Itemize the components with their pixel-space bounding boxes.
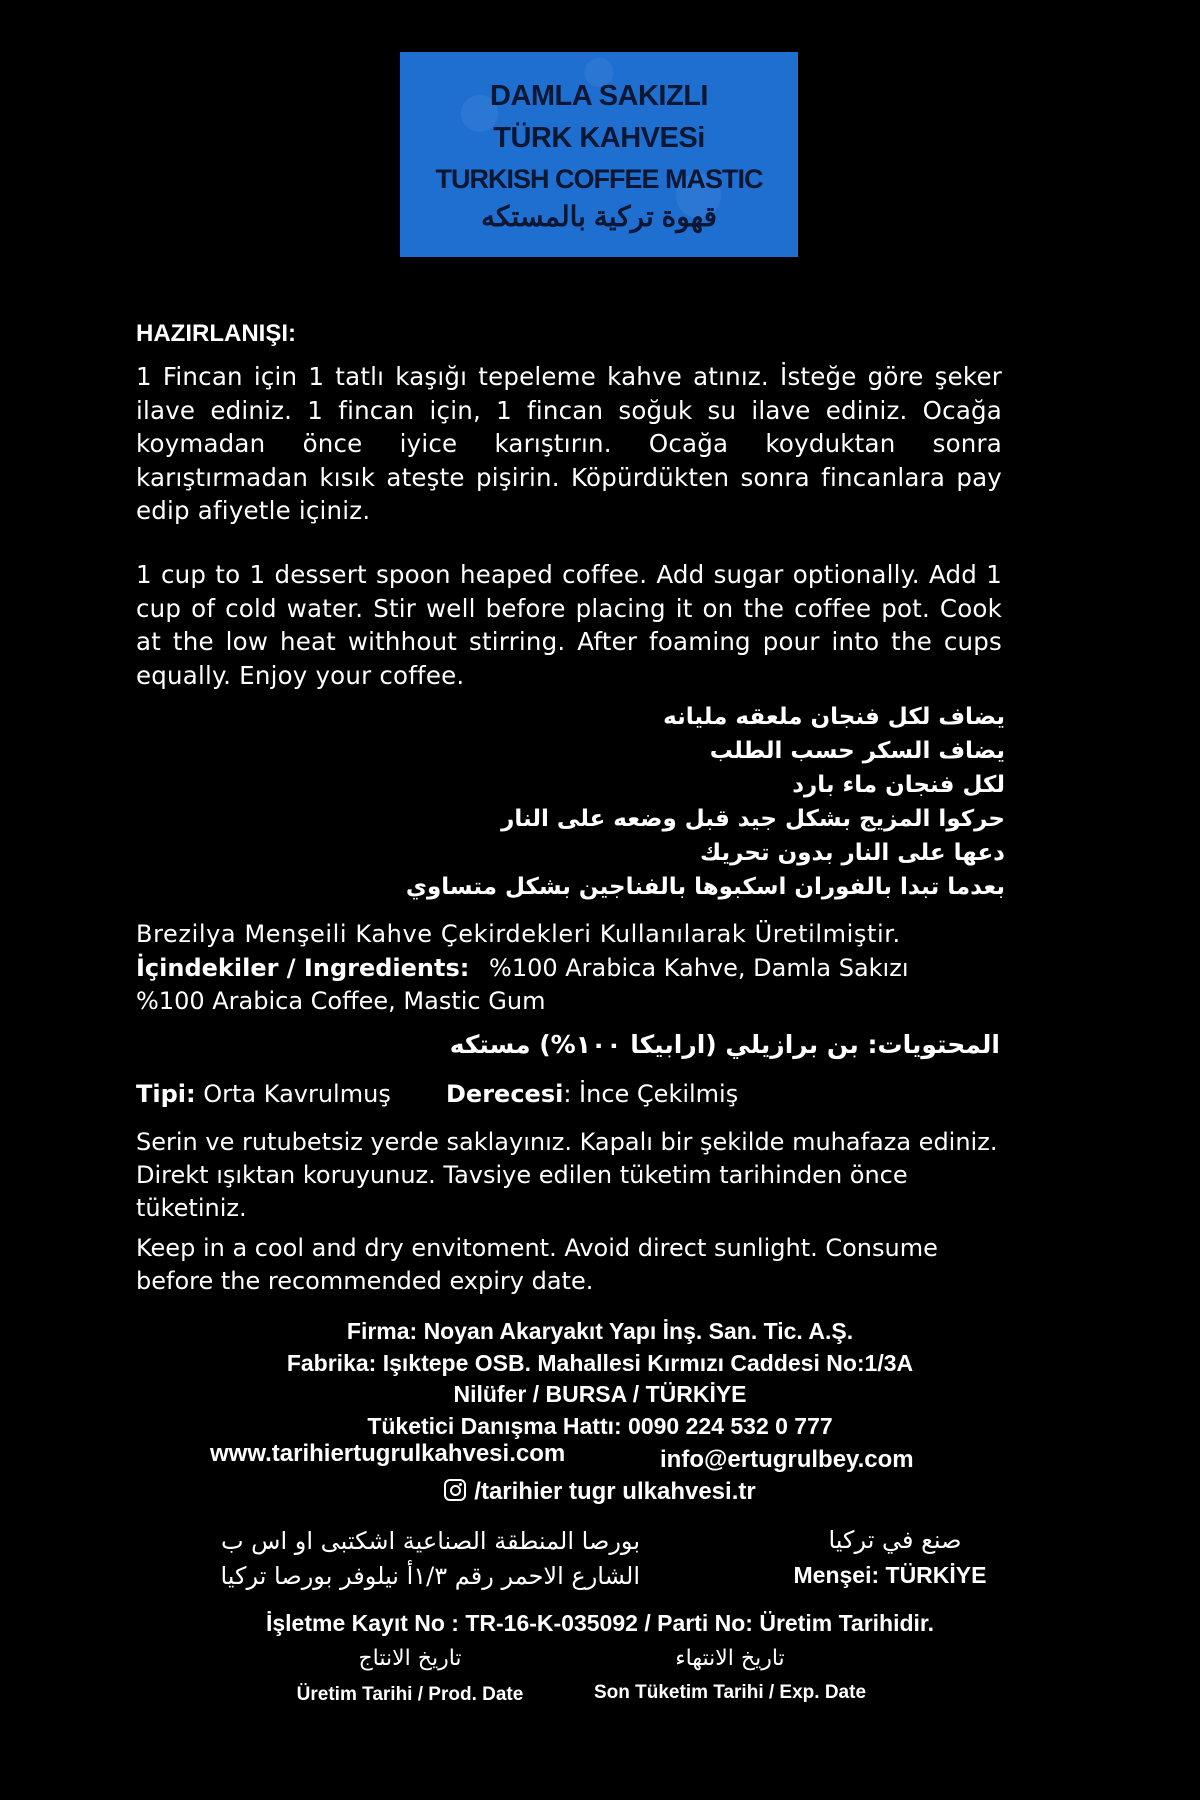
type-label: Tipi:: [136, 1080, 196, 1108]
exp-date-label: Son Tüketim Tarihi / Exp. Date: [593, 1682, 867, 1703]
arabic-line: حركوا المزيج بشكل جيد قبل وضعه على النار: [501, 806, 1005, 832]
registration-number: İşletme Kayıt No : TR-16-K-035092 / Parti No: Üretim Tarihidir.: [265, 1610, 935, 1636]
exp-date-arabic: تاريخ الانتهاء: [675, 1646, 785, 1671]
arabic-address-line-2: الشارع الاحمر رقم ١/٣أ نيلوفر بورصا تركيا: [220, 1562, 640, 1590]
preparation-arabic: [400, 700, 1005, 904]
ingredients-arabic: المحتويات: بن برازيلي (ارابيكا ١٠٠%) مستكه: [449, 1030, 1000, 1059]
storage-english: Keep in a cool and dry envitoment. Avoid direct sunlight. Consume before the recommended expiry date.: [136, 1234, 938, 1295]
ingredients-block: [136, 918, 1002, 1019]
prod-date-arabic: تاريخ الانتاج: [358, 1646, 462, 1671]
prod-date-label: Üretim Tarihi / Prod. Date: [296, 1684, 524, 1705]
degree: [446, 1080, 738, 1108]
label-line-3: TURKISH COFFEE MASTIC: [435, 164, 763, 194]
website-link[interactable]: www.tarihiertugrulkahvesi.com: [210, 1440, 566, 1467]
ingredients-english: %100 Arabica Coffee, Mastic Gum: [136, 987, 546, 1015]
type-value: Orta Kavrulmuş: [203, 1080, 391, 1108]
arabic-line: يضاف لكل فنجان ملعقه مليانه: [663, 704, 1005, 730]
storage-turkish: Serin ve rutubetsiz yerde saklayınız. Kapalı bir şekilde muhafaza ediniz. Direkt ışıktan koruyunuz. Tavsiye edilen tüketim tarihinden önce tüketiniz.: [136, 1128, 998, 1222]
preparation-english: 1 cup to 1 dessert spoon heaped coffee. Add sugar optionally. Add 1 cup of cold water. Stir well before placing it on the coffee pot. Cook at the low heat withhout stirring. After foaming pour into the cups equally. Enjoy your coffee.: [136, 560, 1002, 690]
arabic-line: يضاف السكر حسب الطلب: [709, 738, 1005, 764]
label-line-arabic: قهوة تركية بالمستكه: [481, 201, 717, 232]
email-link[interactable]: info@ertugrulbey.com: [660, 1446, 914, 1473]
instagram-icon: [444, 1479, 466, 1501]
factory-address: Fabrika: Işıktepe OSB. Mahallesi Kırmızı Caddesi No:1/3A: [286, 1350, 914, 1376]
origin-sentence: Brezilya Menşeili Kahve Çekirdekleri Kullanılarak Üretilmiştir.: [136, 920, 901, 948]
origin-country: Menşei: TÜRKİYE: [793, 1562, 987, 1588]
consumer-hotline: Tüketici Danışma Hattı: 0090 224 532 0 777: [367, 1413, 833, 1439]
arabic-address-line-1: بورصا المنطقة الصناعية اشكتبى او اس ب: [220, 1527, 640, 1555]
arabic-line: بعدما تبدا بالفوران اسكبوها بالفناجين بشكل متساوي: [405, 874, 1005, 900]
degree-value: : İnce Çekilmiş: [563, 1080, 739, 1108]
arabic-line: لكل فنجان ماء بارد: [792, 772, 1005, 798]
label-line-1: DAMLA SAKIZLI: [490, 80, 708, 112]
made-in-arabic: صنع في تركيا: [828, 1526, 962, 1554]
preparation-heading: HAZIRLANIŞI:: [136, 320, 296, 347]
instagram-text: /tarihier tugr ulkahvesi.tr: [474, 1478, 756, 1505]
type-row: [136, 1080, 739, 1108]
arabic-address: [140, 1524, 640, 1594]
preparation-turkish: 1 Fincan için 1 tatlı kaşığı tepeleme kahve atınız. İsteğe göre şeker ilave ediniz. 1 fincan için, 1 fincan soğuk su ilave ediniz. Ocağa koymadan önce iyice karıştırın. Ocağa koyduktan sonra karıştırmadan kısık ateşte pişirin. Köpürdükten sonra fincanlara pay edip afiyetle içiniz.: [136, 362, 1002, 525]
product-label: [400, 52, 798, 257]
ingredients-label: İçindekiler / Ingredients:: [136, 953, 470, 982]
instagram-handle[interactable]: [0, 1478, 1200, 1506]
arabic-line: دعها على النار بدون تحريك: [700, 840, 1005, 866]
ingredients-turkish: %100 Arabica Kahve, Damla Sakızı: [489, 953, 909, 982]
firm-name: Firma: Noyan Akaryakıt Yapı İnş. San. Tic. A.Ş.: [346, 1318, 854, 1344]
degree-label: Derecesi: [446, 1080, 564, 1108]
label-line-2: TÜRK KAHVESi: [493, 122, 705, 154]
city: Nilüfer / BURSA / TÜRKİYE: [453, 1381, 747, 1407]
